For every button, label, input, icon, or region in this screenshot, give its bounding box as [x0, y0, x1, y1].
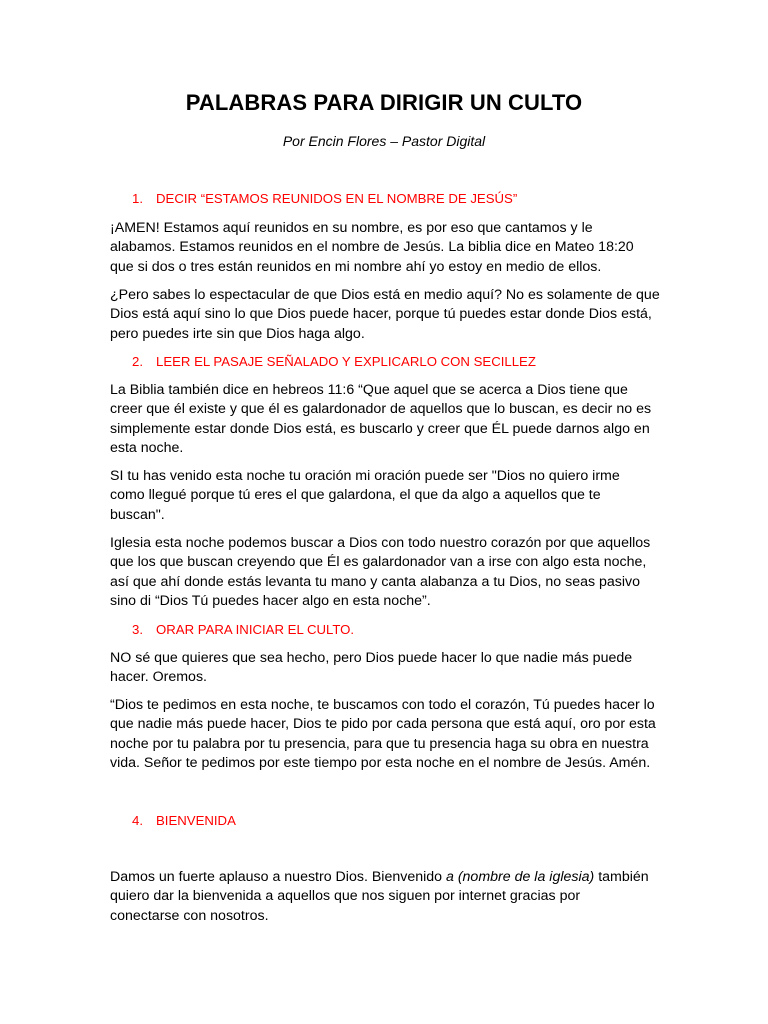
- section-heading-text: BIENVENIDA: [156, 813, 236, 828]
- text-line: Iglesia esta noche podemos buscar a Dios con todo nuestro corazón por que aquellos: [110, 535, 651, 551]
- text-line: ¿Pero sabes lo espectacular de que Dios está en medio aquí? No es solamente de que: [110, 287, 660, 303]
- text-line: noche por tu palabra por tu presencia, para que tu presencia haga su obra en nuestra: [110, 735, 649, 752]
- text-run: Damos un fuerte aplauso a nuestro Dios. Bienvenido: [110, 869, 446, 885]
- text-line: creer que él existe y que él es galardonador de aquellos que lo buscan, es decir no es: [110, 401, 652, 418]
- text-line: La Biblia también dice en hebreos 11:6 “Que aquel que se acerca a Dios tiene que: [110, 382, 628, 398]
- text-line: como llegué porque tú eres el que galardona, el que da algo a aquellos que te: [110, 487, 601, 504]
- text-line: Dios está aquí sino lo que Dios puede hacer, porque tú puedes estar donde Dios está,: [110, 306, 652, 323]
- text-line: SI tu has venido esta noche tu oración mi oración puede ser "Dios no quiero irme: [110, 468, 620, 484]
- paragraph: [110, 649, 662, 688]
- section-number: 4.: [132, 813, 143, 828]
- text-line: que nadie más puede hacer, Dios te pido por cada persona que está aquí, oro por esta: [110, 716, 656, 733]
- text-line: que si dos o tres están reunidos en mi nombre ahí yo estoy en medio de ellos.: [110, 258, 602, 275]
- section-number: 1.: [132, 191, 143, 206]
- paragraph: [110, 696, 662, 774]
- paragraph: [110, 534, 662, 612]
- text-line: quiero dar la bienvenida a aquellos que nos siguen por internet gracias por: [110, 888, 581, 905]
- section-heading-4: [132, 811, 236, 831]
- paragraph: [110, 868, 662, 926]
- text-run: también: [594, 869, 649, 885]
- text-line: buscan".: [110, 506, 165, 523]
- section-heading-text: DECIR “ESTAMOS REUNIDOS EN EL NOMBRE DE JESÚS”: [156, 191, 518, 206]
- text-line: sino di “Dios Tú puedes hacer algo en esta noche”.: [110, 593, 431, 610]
- section-heading-text: LEER EL PASAJE SEÑALADO Y EXPLICARLO CON SECILLEZ: [156, 354, 536, 369]
- text-line: NO sé que quieres que sea hecho, pero Dios puede hacer lo que nadie más puede: [110, 650, 633, 666]
- section-heading-1: [132, 189, 517, 209]
- section-heading-3: [132, 620, 354, 640]
- paragraph: [110, 467, 662, 525]
- section-heading-2: [132, 352, 536, 372]
- text-line: ¡AMEN! Estamos aquí reunidos en su nombre, es por eso que cantamos y le: [110, 220, 593, 236]
- text-line: [110, 868, 662, 887]
- section-heading-text: ORAR PARA INICIAR EL CULTO.: [156, 622, 355, 637]
- document-subtitle: Por Encin Flores – Pastor Digital: [282, 133, 486, 149]
- paragraph: [110, 286, 662, 344]
- text-line: hacer. Oremos.: [110, 669, 207, 686]
- section-number: 3.: [132, 622, 143, 637]
- text-line: “Dios te pedimos en esta noche, te buscamos con todo el corazón, Tú puedes hacer lo: [110, 697, 655, 713]
- text-line: alabamos. Estamos reunidos en el nombre de Jesús. La biblia dice en Mateo 18:20: [110, 239, 634, 256]
- document-title: PALABRAS PARA DIRIGIR UN CULTO: [185, 90, 583, 115]
- paragraph: [110, 381, 662, 459]
- text-line: así que ahí donde estás levanta tu mano y canta alabanza a tu Dios, no seas pasivo: [110, 573, 641, 590]
- text-line: simplemente estar donde Dios está, es buscarlo y creer que ÉL puede darnos algo en: [110, 420, 650, 437]
- church-name-placeholder: a (nombre de la iglesia): [445, 869, 595, 885]
- text-line: esta noche.: [110, 440, 184, 457]
- text-line: vida. Señor te pedimos por este tiempo por esta noche en el nombre de Jesús. Amén.: [110, 755, 651, 772]
- text-line: conectarse con nosotros.: [110, 907, 269, 924]
- text-line: pero puedes irte sin que Dios haga algo.: [110, 325, 365, 342]
- section-number: 2.: [132, 354, 143, 369]
- paragraph: [110, 219, 662, 277]
- text-line: que los que buscan creyendo que Él es galardonador van a irse con algo esta noche,: [110, 554, 647, 571]
